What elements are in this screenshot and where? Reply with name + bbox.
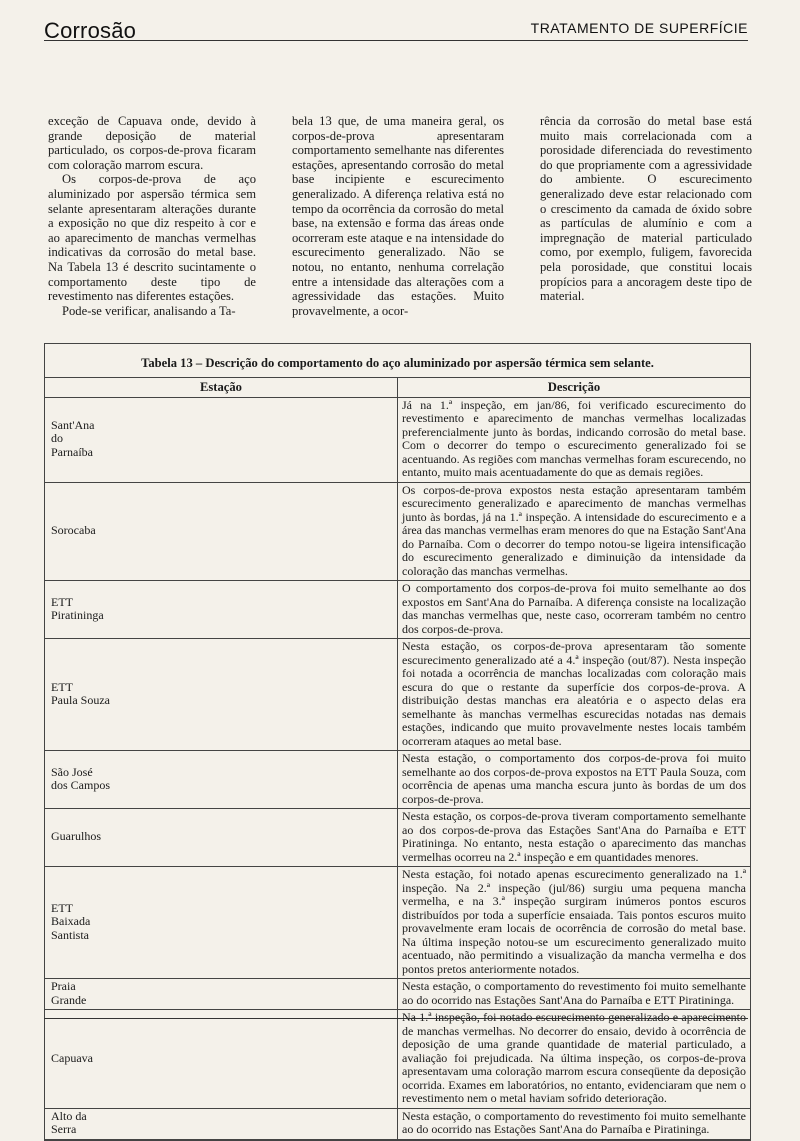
text-column-2 xyxy=(292,114,504,318)
text-column-1 xyxy=(48,114,256,318)
table-row xyxy=(45,482,750,581)
table-row xyxy=(45,809,750,867)
page-header-title: TRATAMENTO DE SUPERFÍCIE xyxy=(530,20,748,36)
station-cell: Guarulhos xyxy=(45,809,398,867)
description-cell: Nesta estação, foi notado apenas escurecimento generalizado na 1.ª inspeção. Na 2.ª inspeção (jul/86) surgiu uma pequena mancha vermelha, e na 3.ª inspeção surgiram inúmeros pontos escuros distribuídos por toda a superfície ensaiada. Tais pontos escuros muito provavelmente eram locais de ocorrência de corrosão do metal base. Na última inspeção notou-se um escurecimento generalizado muito acentuado, não permitindo a visualização da mancha vermelha e dos pontos pretos anteriormente notados. xyxy=(398,867,751,979)
description-cell: Na 1.ª inspeção, foi notado escurecimento generalizado e aparecimento de manchas vermelhas. No decorrer do ensaio, devido à ocorrência de deposição de uma grande quantidade de material particulado, a avaliação foi prejudicada. Na última inspeção, os corpos-de-prova apresentavam uma coloração marrom escura conseqüente da deposição ocorrida. Exames em laboratórios, no entanto, evidenciaram que nem o revestimento nem o metal haviam sofrido deterioração. xyxy=(398,1010,751,1109)
paragraph: Os corpos-de-prova de aço aluminizado por aspersão térmica sem selante apresentaram alterações durante a exposição no que diz respeito à cor e ao aparecimento de manchas vermelhas indicativas da corrosão do metal base. Na Tabela 13 é descrito sucintamente o comportamento deste tipo de revestimento nas diferentes estações. xyxy=(48,172,256,304)
table-row xyxy=(45,867,750,979)
table-row xyxy=(45,979,750,1010)
section-title: Corrosão xyxy=(44,18,137,43)
station-cell: Alto da Serra xyxy=(45,1108,398,1139)
station-cell: São José dos Campos xyxy=(45,751,398,809)
station-cell: Capuava xyxy=(45,1010,398,1109)
table-row xyxy=(45,581,750,639)
table-row xyxy=(45,639,750,751)
station-cell: Sorocaba xyxy=(45,482,398,581)
description-cell: Nesta estação, os corpos-de-prova apresentaram tão somente escurecimento generalizado até a 4.ª inspeção (out/87). Nesta inspeção foi notada a ocorrência de manchas localizadas com coloração mais escura do que o restante da superfície dos corpos-de-prova. A distribuição destas manchas era aleatória e o aspecto delas era semelhante às manchas vermelhas escurecidas notadas nas demais estações, indicando que muito provavelmente nestes locais também ocorreram ataques ao metal base. xyxy=(398,639,751,751)
station-cell: Sant'Ana do Parnaíba xyxy=(45,397,398,482)
station-cell: ETT Baixada Santista xyxy=(45,867,398,979)
header-rule xyxy=(44,40,748,41)
paragraph: Pode-se verificar, analisando a Ta- xyxy=(62,303,236,318)
description-table xyxy=(45,378,750,1140)
description-cell: Nesta estação, o comportamento do revestimento foi muito semelhante ao do ocorrido nas Estações Sant'Ana do Parnaíba e ETT Piratininga. xyxy=(398,979,751,1010)
station-cell: Praia Grande xyxy=(45,979,398,1010)
description-cell: Nesta estação, o comportamento dos corpos-de-prova foi muito semelhante ao dos corpos-de-prova expostos na ETT Paula Souza, com ocorrência de apenas uma mancha escura junto às bordas de um dos corpos-de-prova. xyxy=(398,751,751,809)
table-13 xyxy=(44,343,751,1141)
description-cell: Nesta estação, o comportamento do revestimento foi muito semelhante ao do ocorrido nas Estações Sant'Ana do Parnaíba e Piratininga. xyxy=(398,1108,751,1139)
station-column-header: Estação xyxy=(45,378,398,397)
description-cell: Os corpos-de-prova expostos nesta estação apresentaram também escurecimento generalizado e aparecimento de manchas vermelhas junto às bordas, já na 1.ª inspeção. A intensidade do escurecimento e a área das manchas vermelhas eram menores do que na Estação Sant'Ana do Parnaíba. Com o decorrer do tempo notou-se ligeira intensificação do escurecimento generalizado e diminuição da intensidade da coloração das manchas vermelhas. xyxy=(398,482,751,581)
text-column-3 xyxy=(540,114,752,304)
description-cell: O comportamento dos corpos-de-prova foi muito semelhante ao dos expostos em Sant'Ana do Parnaíba. A diferença consiste na localização das manchas vermelhas que, neste caso, ocorreram também no centro dos corpos-de-prova. xyxy=(398,581,751,639)
description-cell: Já na 1.ª inspeção, em jan/86, foi verificado escurecimento do revestimento e aparecimento de manchas vermelhas localizadas preferencialmente junto às bordas, indicando corrosão do metal base. Com o decorrer do tempo o escurecimento generalizado foi se acentuando. As regiões com manchas vermelhas foram escurecendo, no entanto, muito mais acentuadamente do que as demais regiões. xyxy=(398,397,751,482)
station-cell: ETT Paula Souza xyxy=(45,639,398,751)
table-row xyxy=(45,751,750,809)
description-column-header: Descrição xyxy=(398,378,751,397)
table-row xyxy=(45,397,750,482)
station-cell: ETT Piratininga xyxy=(45,581,398,639)
paragraph: rência da corrosão do metal base está muito mais correlacionada com a porosidade diferenciada do revestimento do que propriamente com a agressividade do ambiente. O escurecimento generalizado deve estar relacionado com o crescimento da camada de óxido sobre as partículas de alumínio e com a impregnação de material particulado como, por exemplo, fuligem, favorecida pela porosidade, que constitui locais propícios para a ancoragem deste tipo de material. xyxy=(540,114,752,304)
paragraph: bela 13 que, de uma maneira geral, os corpos-de-prova apresentaram comportamento semelhante nas diferentes estações, apresentando corrosão do metal base incipiente e escurecimento generalizado. A diferença relativa está no tempo da ocorrência da corrosão do metal base, na extensão e forma das áreas onde ocorreram este ataque e na intensidade do escurecimento generalizado. Não se notou, no entanto, nenhuma correlação entre a intensidade das alterações com a agressividade das estações. Muito provavelmente, a ocor- xyxy=(292,114,504,318)
table-row xyxy=(45,1108,750,1139)
footer-rule xyxy=(44,1018,748,1019)
description-cell: Nesta estação, os corpos-de-prova tiveram comportamento semelhante ao dos corpos-de-prova das Estações Sant'Ana do Parnaíba e ETT Piratininga. No entanto, nesta estação o aparecimento das manchas vermelhas ocorreu na 2.ª inspeção e em quantidades menores. xyxy=(398,809,751,867)
table-title: Tabela 13 – Descrição do comportamento do aço aluminizado por aspersão térmica sem selante. xyxy=(45,344,750,378)
table-row xyxy=(45,1010,750,1109)
table-header-row xyxy=(45,378,750,397)
paragraph: exceção de Capuava onde, devido à grande deposição de material particulado, os corpos-de-prova ficaram com coloração marrom escura. xyxy=(48,114,256,172)
